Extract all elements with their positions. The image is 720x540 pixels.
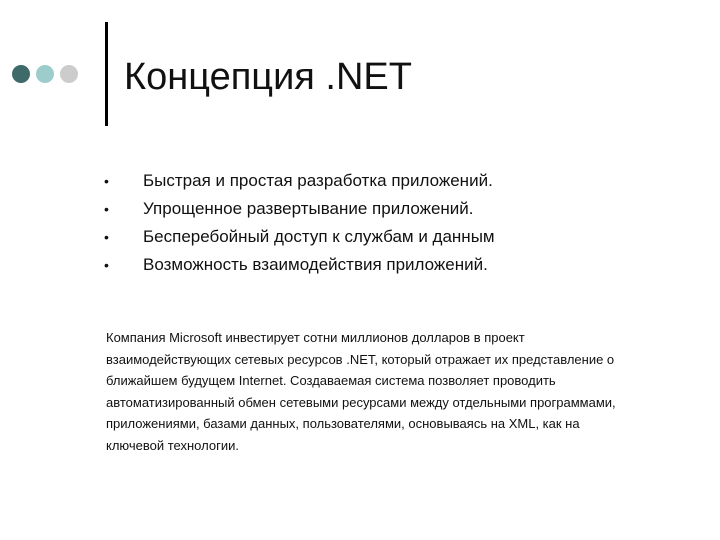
bullet-icon: •: [104, 229, 109, 245]
paragraph-line: взаимодействующих сетевых ресурсов .NET, который отражает их представление о: [106, 351, 615, 367]
bullet-icon: •: [104, 201, 109, 217]
body-paragraph: [106, 327, 666, 456]
title-divider: [105, 22, 108, 126]
paragraph-line: автоматизированный обмен сетевыми ресурсами между отдельными программами,: [106, 394, 616, 410]
bullet-text: Упрощенное развертывание приложений.: [143, 199, 474, 218]
paragraph-line: Компания Microsoft инвестирует сотни миллионов долларов в проект: [106, 330, 525, 345]
paragraph-line: приложениями, базами данных, пользователями, основываясь на XML, как на: [106, 416, 580, 431]
dot-light-icon: [36, 65, 54, 83]
slide-title: Концепция .NET: [124, 56, 412, 98]
paragraph-line: ближайшем будущем Internet. Создаваемая система позволяет проводить: [106, 373, 556, 388]
bullet-text: Быстрая и простая разработка приложений.: [143, 171, 493, 190]
bullet-text: Возможность взаимодействия приложений.: [143, 255, 488, 274]
bullet-icon: •: [104, 173, 109, 189]
decorative-dots: [12, 64, 78, 84]
bullet-text: Бесперебойный доступ к службам и данным: [143, 227, 495, 246]
paragraph-line: ключевой технологии.: [106, 437, 239, 453]
dot-dark-icon: [12, 65, 30, 83]
bullet-item: [0, 195, 720, 223]
bullet-list: [0, 167, 720, 279]
bullet-item: [0, 167, 720, 195]
bullet-item: [0, 223, 720, 251]
dot-gray-icon: [60, 65, 78, 83]
bullet-item: [0, 251, 720, 279]
bullet-icon: •: [104, 257, 109, 273]
